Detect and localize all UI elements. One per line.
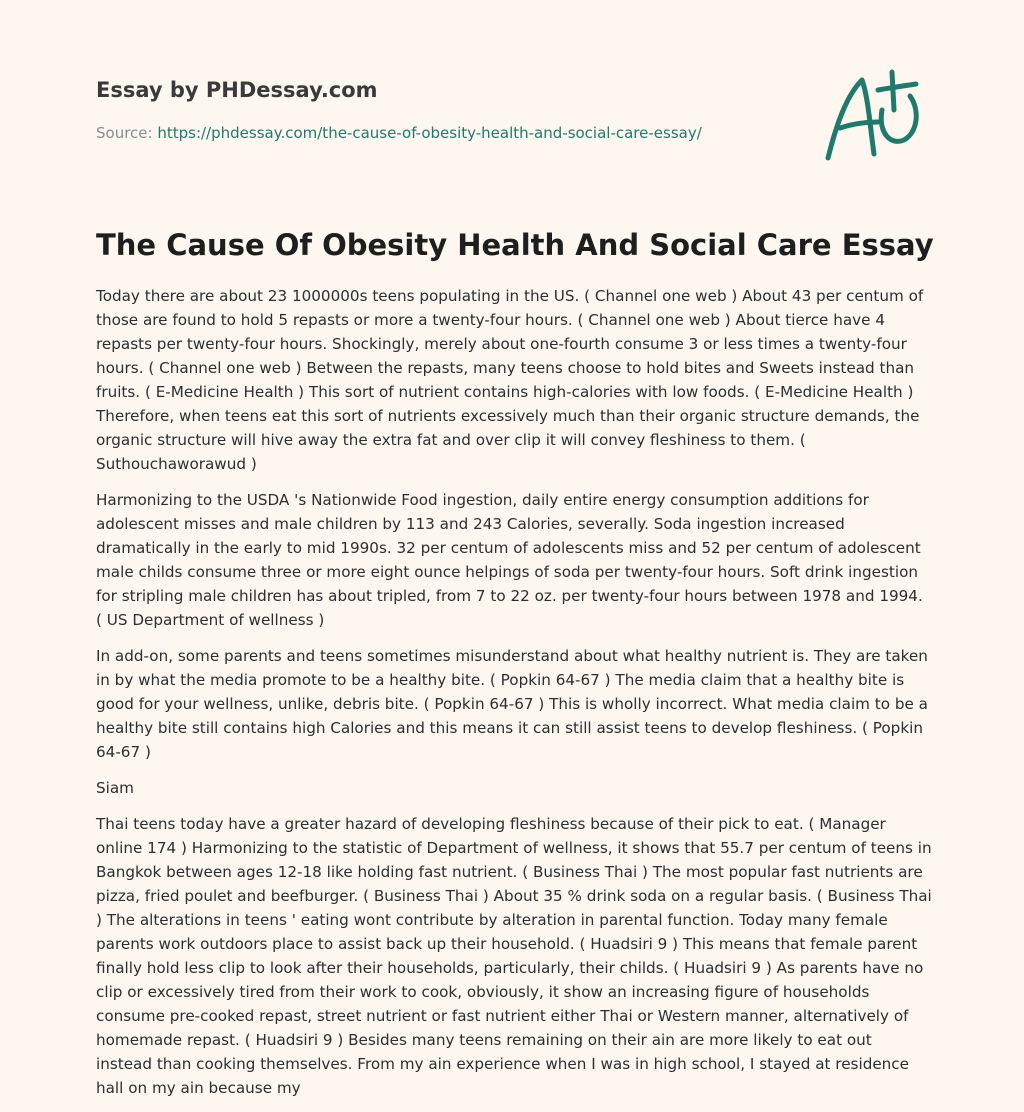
essay-title: The Cause Of Obesity Health And Social Care Essay — [96, 228, 934, 262]
a-plus-grade-logo-icon — [818, 66, 930, 166]
header — [96, 76, 796, 104]
section-heading: Siam — [96, 779, 134, 797]
site-brand: Essay by PHDessay.com — [96, 78, 378, 102]
source-label: Source: — [96, 124, 158, 142]
essay-paragraph: In add-on, some parents and teens sometimes misunderstand about what healthy nutrient is. They are taken in by what the media promote to be a healthy bite. ( Popkin 64-67 ) The media claim that a healthy bite is good for your wellness, unlike, debris bite. ( Popkin 64-67 ) This is wholly incorrect. What media claim to be a healthy bite still contains high Calories and this means it can still assist teens to develop fleshiness. ( Popkin 64-67 ) — [96, 647, 928, 761]
source-link[interactable]: https://phdessay.com/the-cause-of-obesity-health-and-social-care-essay/ — [157, 124, 702, 142]
source-line — [96, 122, 702, 144]
essay-body — [96, 284, 932, 1112]
essay-paragraph: Today there are about 23 1000000s teens populating in the US. ( Channel one web ) About 43 per centum of those are found to hold 5 repasts or more a twenty-four hours. ( Channel one web ) About tierce have 4 repasts per twenty-four hours. Shockingly, merely about one-fourth consume 3 or less times a twenty-four hours. ( Channel one web ) Between the repasts, many teens choose to hold bites and Sweets instead than fruits. ( E-Medicine Health ) This sort of nutrient contains high-calories with low foods. ( E-Medicine Health ) Therefore, when teens eat this sort of nutrients excessively much than their organic structure demands, the organic structure will hive away the extra fat and over clip it will convey fleshiness to them. ( Suthouchaworawud ) — [96, 287, 924, 473]
essay-paragraph: Thai teens today have a greater hazard of developing fleshiness because of their pick to eat. ( Manager online 174 ) Harmonizing to the statistic of Department of wellness, it shows that 55.7 per centum of teens in Bangkok between ages 12-18 like holding fast nutrient. ( Business Thai ) The most popular fast nutrients are pizza, fried poulet and beefburger. ( Business Thai ) About 35 % drink soda on a regular basis. ( Business Thai ) The alterations in teens ' eating wont contribute by alteration in parental function. Today many female parents work outdoors place to assist back up their household. ( Huadsiri 9 ) This means that female parent finally hold less clip to look after their households, particularly, their childs. ( Huadsiri 9 ) As parents have no clip or excessively tired from their work to cook, obviously, it show an increasing figure of households consume pre-cooked repast, street nutrient or fast nutrient either Thai or Western manner, alternatively of homemade repast. ( Huadsiri 9 ) Besides many teens remaining on their ain are more likely to eat out instead than cooking themselves. From my ain experience when I was in high school, I stayed at residence hall on my ain because my — [96, 815, 932, 1097]
essay-paragraph: Harmonizing to the USDA 's Nationwide Food ingestion, daily entire energy consumption additions for adolescent misses and male children by 113 and 243 Calories, severally. Soda ingestion increased dramatically in the early to mid 1990s. 32 per centum of adolescents miss and 52 per centum of adolescent male childs consume three or more eight ounce helpings of soda per twenty-four hours. Soft drink ingestion for stripling male children has about tripled, from 7 to 22 oz. per twenty-four hours between 1978 and 1994. ( US Department of wellness ) — [96, 491, 923, 629]
